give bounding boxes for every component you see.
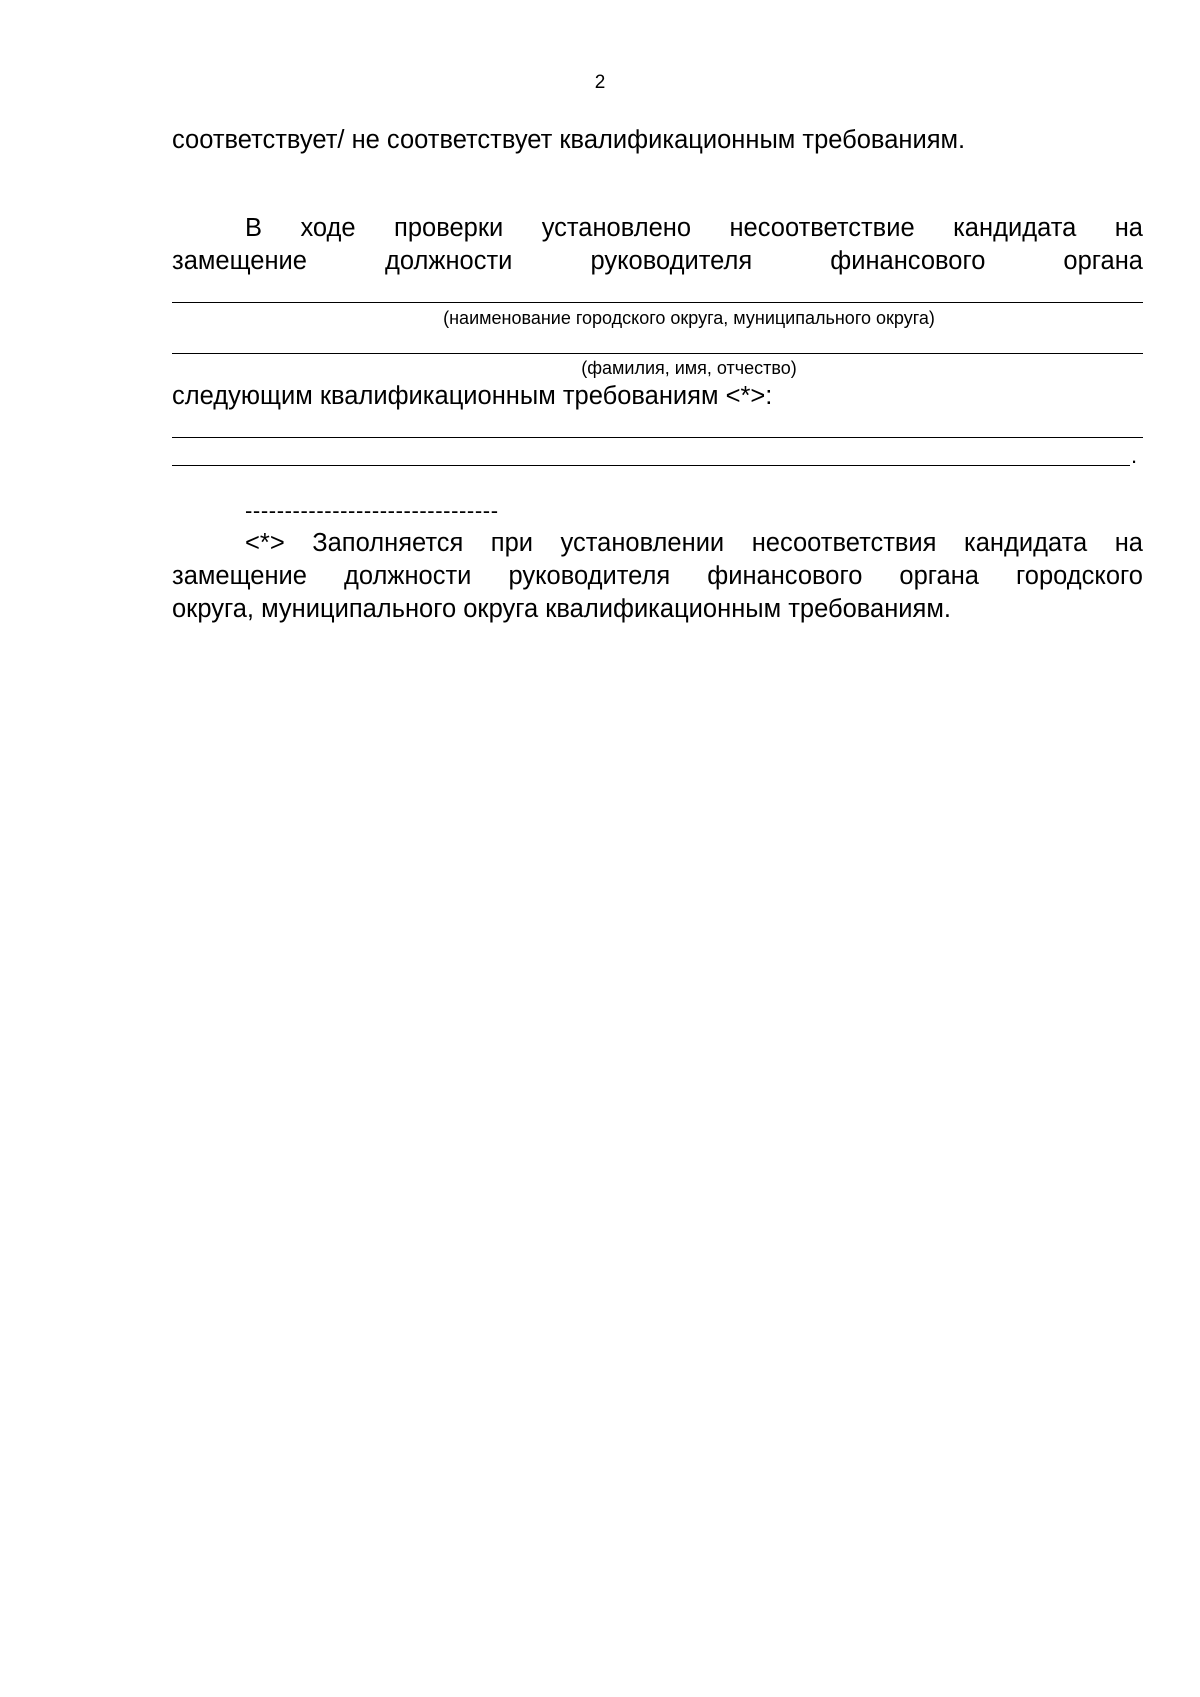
word: должности [385,247,513,275]
word: органа [899,562,979,590]
word: Заполняется [312,529,464,557]
footnote-line-2 [172,560,1143,593]
word: кандидата [953,214,1077,242]
word: финансового [707,562,863,590]
word: должности [344,562,472,590]
word: ходе [300,214,356,242]
word: установлено [541,214,692,242]
requirements-blank-line-2 [172,465,1130,466]
word: органа [1063,247,1143,275]
word: <*> [245,529,285,557]
word: проверки [394,214,504,242]
word: установлении [560,529,725,557]
intro-line: соответствует/ не соответствует квалификационным требованиям. [172,126,966,154]
word: несоответствия [751,529,937,557]
word: несоответствие [729,214,915,242]
word: при [490,529,534,557]
municipality-blank-line [172,302,1143,303]
paragraph-line-2 [172,245,1143,278]
requirements-end-period: . [1131,443,1138,468]
word: городского [1016,562,1143,590]
municipality-caption: (наименование городского округа, муниципального округа) [443,308,935,328]
word: руководителя [590,247,753,275]
word: замещение [172,562,307,590]
footnote-line-1 [245,527,1143,560]
page-number: 2 [594,72,606,93]
word: кандидата [964,529,1088,557]
footnote-line-3: округа, муниципального округа квалификационным требованиям. [172,595,951,623]
footnote-separator: -------------------------------- [245,498,499,523]
requirements-blank-line-1 [172,437,1143,438]
paragraph-line-1 [245,212,1143,245]
word: В [245,214,263,242]
word: на [1114,529,1143,557]
word: финансового [830,247,986,275]
full-name-caption: (фамилия, имя, отчество) [581,358,797,378]
word: замещение [172,247,307,275]
word: руководителя [508,562,671,590]
word: на [1114,214,1143,242]
full-name-blank-line [172,353,1143,354]
requirements-line: следующим квалификационным требованиям <*>: [172,382,773,410]
